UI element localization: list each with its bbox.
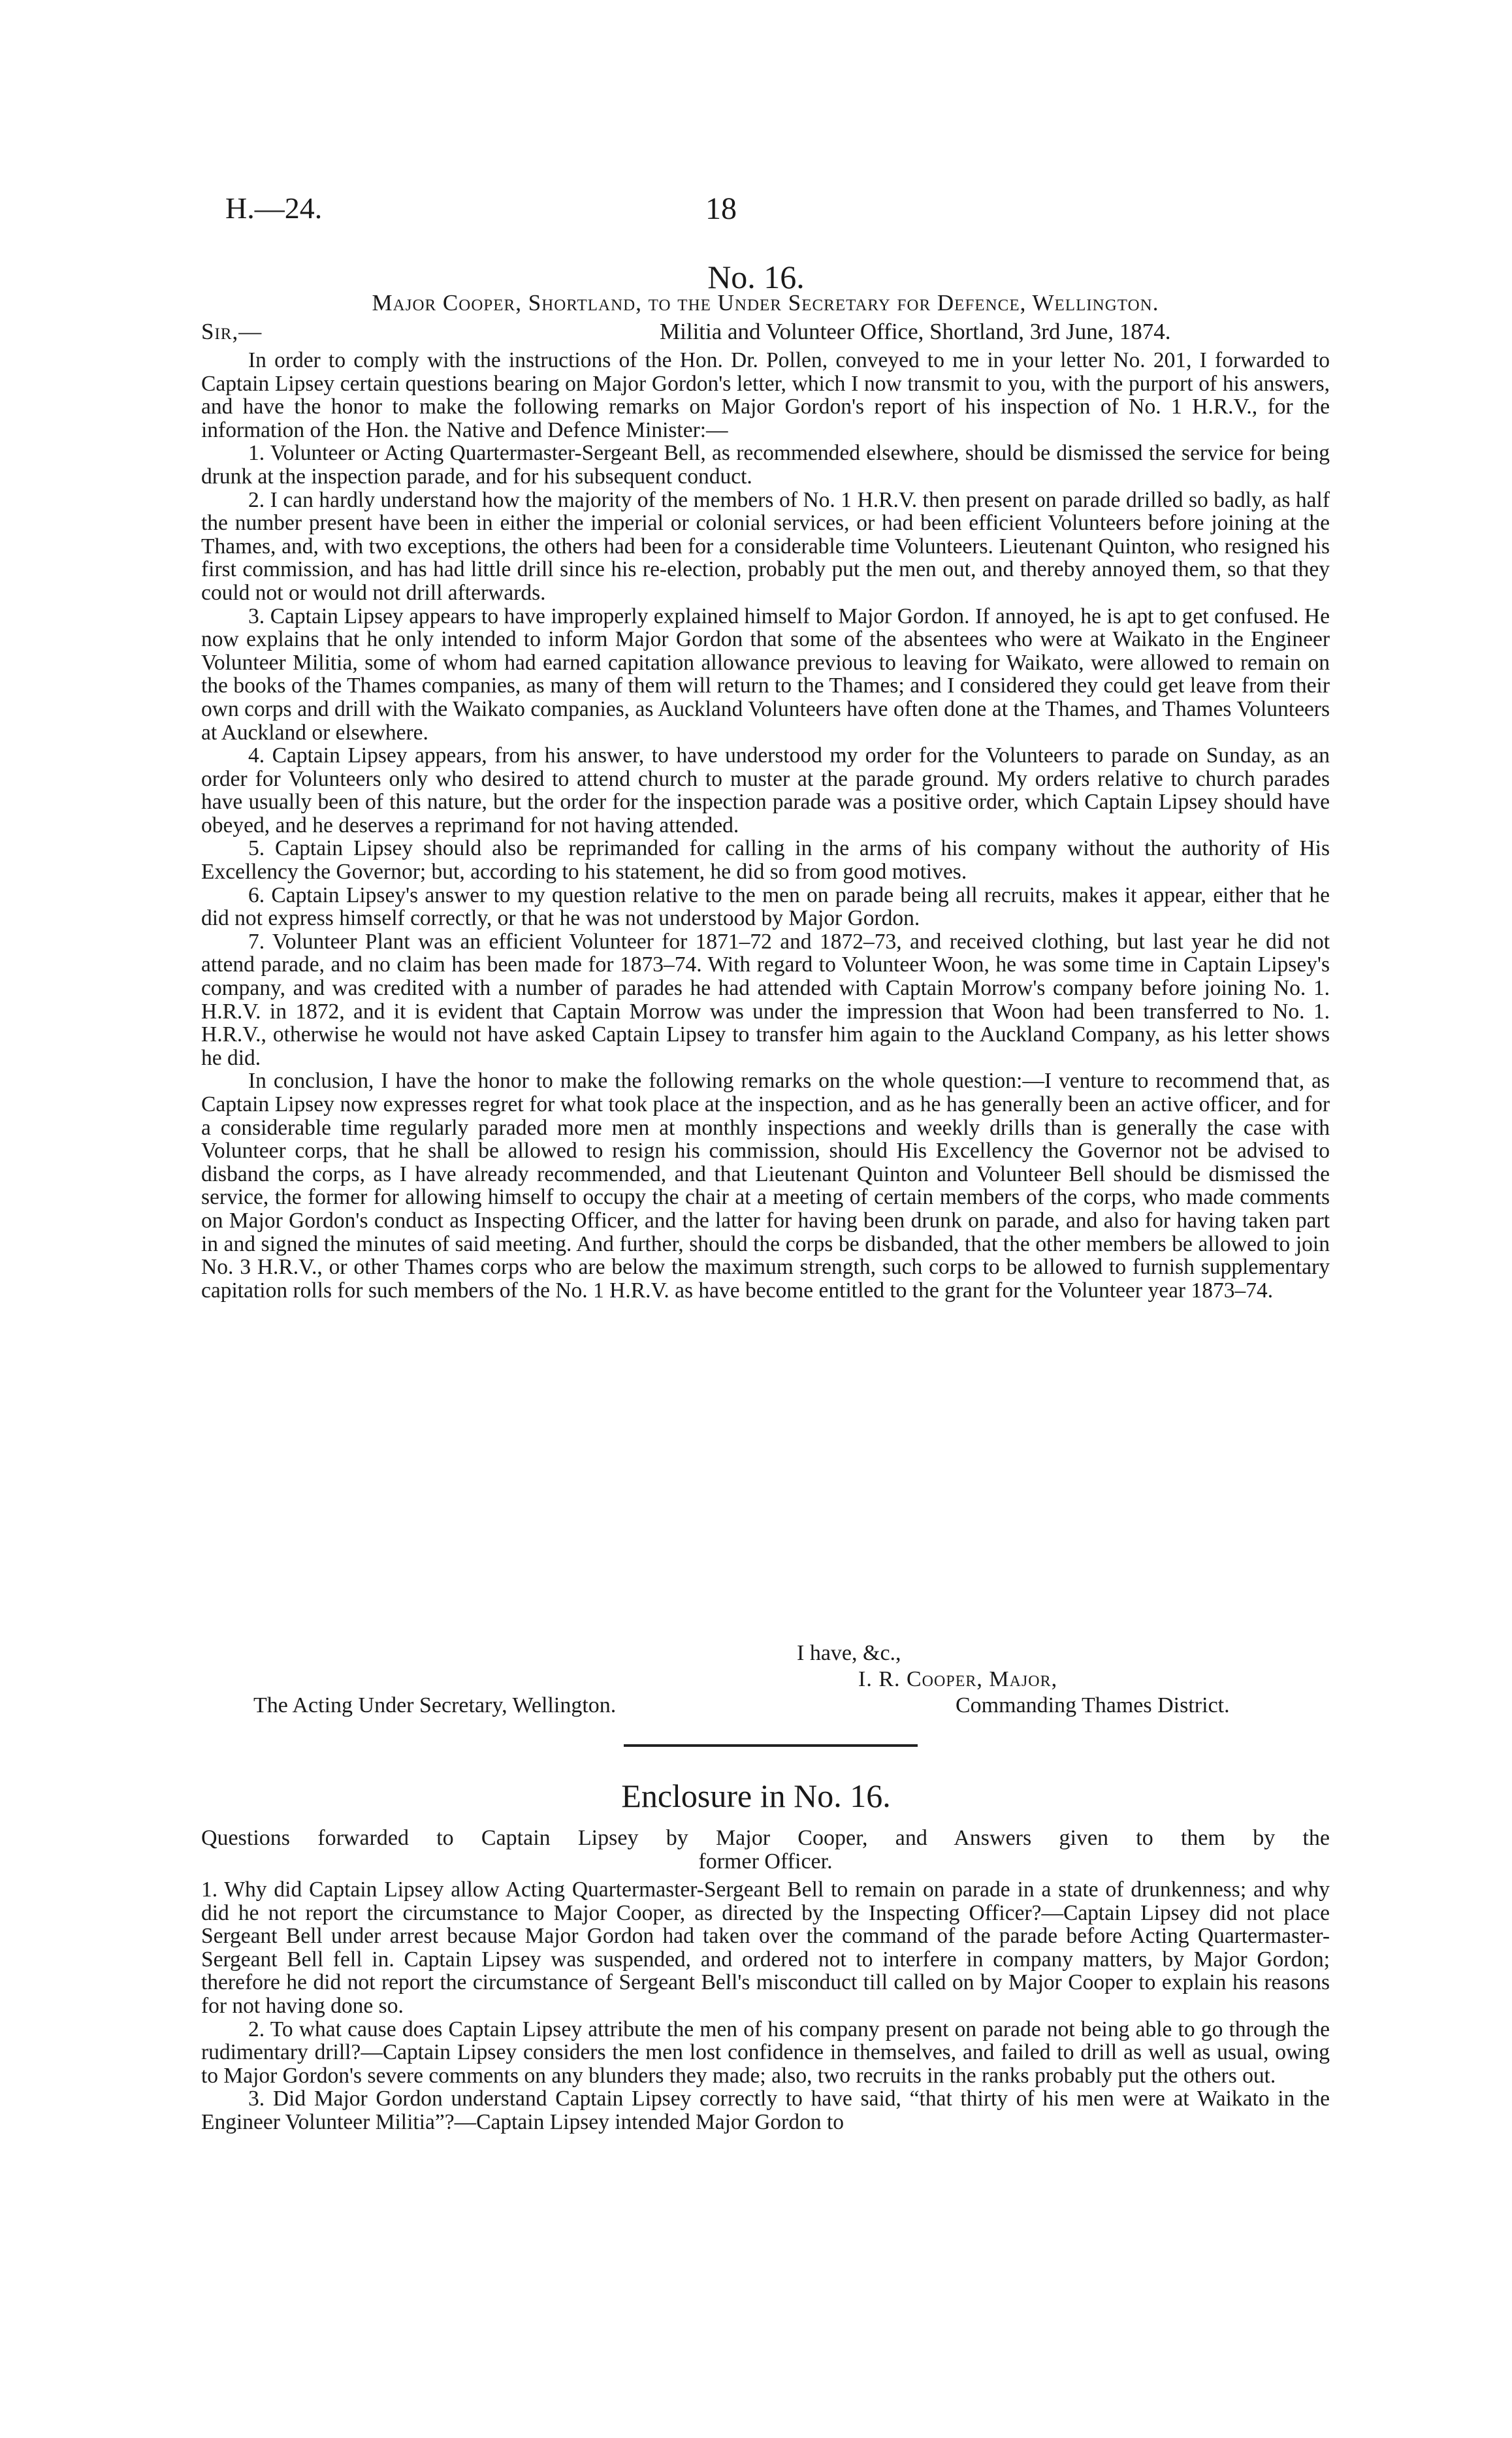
place-date: Militia and Volunteer Office, Shortland, 3rd June, 1874. (660, 319, 1171, 344)
enclosure-intro-line: Questions forwarded to Captain Lipsey by Major Cooper, and Answers given to them by the (201, 1826, 1330, 1850)
paragraph: 5. Captain Lipsey should also be reprimanded for calling in the arms of his company without the authority of His Excellency the Governor; but, according to his statement, he did so from good motives. (201, 836, 1330, 885)
paragraph: 6. Captain Lipsey's answer to my question relative to the men on parade being all recruits, makes it appear, either that he did not express himself correctly, or that he was not understood by Major Gordon. (201, 883, 1330, 931)
salutation-row (201, 319, 1330, 345)
paragraph: 4. Captain Lipsey appears, from his answer, to have understood my order for the Volunteers to parade on Sunday, as an order for Volunteers only who desired to attend church to muster at the parade ground. My orders relative to church parades have usually been of this nature, but the order for the inspection parade was a positive order, which Captain Lipsey should have obeyed, and he deserves a reprimand for not having attended. (201, 743, 1330, 837)
letter-number: No. 16. (707, 259, 805, 295)
section-divider (624, 1744, 918, 1747)
letter-body (201, 349, 1330, 1302)
signature-block (201, 1641, 1330, 1732)
signature: I. R. Cooper, Major, (858, 1667, 1058, 1691)
paragraph: 2. I can hardly understand how the majority of the members of No. 1 H.R.V. then present on parade drilled so badly, as half the number present have been in either the imperial or colonial services, or had been efficient Volunteers before joining at the Thames, and, with two exceptions, the others had been for a considerable time Volunteers. Lieutenant Quinton, who resigned his first commission, and has had little drill since his re-election, probably put the men out, and thereby annoyed them, so that they could not or would not drill afterwards. (201, 487, 1330, 605)
paragraph: 3. Captain Lipsey appears to have improperly explained himself to Major Gordon. If annoyed, he is apt to get confused. He now explains that he only intended to inform Major Gordon that some of the absentees who were at Waikato in the Engineer Volunteer Militia, some of whom had earned capitation allowance previous to leaving for Waikato, were allowed to remain on the books of the Thames companies, as many of them will return to the Thames; and I considered they could get leave from their own corps and drill with the Waikato companies, as Auckland Volunteers have often done at the Thames, and Thames Volunteers at Auckland or elsewhere. (201, 604, 1330, 745)
enclosure-body (201, 1878, 1330, 2134)
enclosure-intro-line: former Officer. (698, 1849, 833, 1874)
page-header (225, 191, 1323, 236)
document-reference: H.—24. (225, 191, 323, 225)
question-answer: 3. Did Major Gordon understand Captain Lipsey correctly to have said, “that thirty of his men were at Waikato in the Engineer Volunteer Militia”?—Captain Lipsey intended Major Gordon to (201, 2087, 1330, 2134)
paragraph: In order to comply with the instructions of the Hon. Dr. Pollen, conveyed to me in your letter No. 201, I forwarded to Captain Lipsey certain questions bearing on Major Gordon's letter, which I now transmit to you, with the purport of his answers, and have the honor to make the following remarks on Major Gordon's report of his inspection of No. 1 H.R.V., for the information of the Hon. the Native and Defence Minister:— (201, 348, 1330, 442)
enclosure-title: Enclosure in No. 16. (621, 1778, 891, 1814)
signatory-title: Commanding Thames District. (956, 1693, 1230, 1717)
closing: I have, &c., (797, 1641, 901, 1665)
letter-from-line: Major Cooper, Shortland, to the Under Secretary for Defence, Wellington. (372, 290, 1159, 316)
question-answer: 2. To what cause does Captain Lipsey attribute the men of his company present on parade not being able to go through the rudimentary drill?—Captain Lipsey considers the men lost confidence in themselves, and failed to drill as well as usual, owing to Major Gordon's severe comments on any blunders they made; also, two recruits in the ranks probably put the others out. (201, 2017, 1330, 2088)
paragraph: In conclusion, I have the honor to make the following remarks on the whole question:—I venture to recommend that, as Captain Lipsey now expresses regret for what took place at the inspection, and as he has generally been an active officer, and for a considerable time regularly paraded more men at monthly inspections and weekly drills than is generally the case with Volunteer corps, that he shall be allowed to resign his commission, should His Excellency the Governor not be advised to disband the corps, as I have already recommended, and that Lieutenant Quinton and Volunteer Bell should be dismissed the service, the former for allowing himself to occupy the chair at a meeting of certain members of the corps, who made comments on Major Gordon's conduct as Inspecting Officer, and the latter for having been drunk on parade, and also for having taken part in and signed the minutes of said meeting. And further, should the corps be disbanded, that the other members be allowed to join No. 3 H.R.V., or other Thames corps who are below the maximum strength, such corps to be allowed to furnish supplementary capitation rolls for such members of the No. 1 H.R.V. as have become entitled to the grant for the Volunteer year 1873–74. (201, 1069, 1330, 1303)
page-number: 18 (705, 191, 737, 226)
paragraph: 7. Volunteer Plant was an efficient Volunteer for 1871–72 and 1872–73, and received clothing, but last year he did not attend parade, and no claim has been made for 1873–74. With regard to Volunteer Woon, he was some time in Captain Lipsey's company, and was credited with a number of parades he had attended with Captain Morrow's company before joining No. 1. H.R.V. in 1872, and it is evident that Captain Morrow was under the impression that Woon had been transferred to No. 1. H.R.V., otherwise he would not have asked Captain Lipsey to transfer him again to the Auckland Company, as his letter shows he did. (201, 929, 1330, 1070)
salutation: Sir,— (201, 319, 263, 344)
enclosure-intro (201, 1827, 1330, 1874)
addressee: The Acting Under Secretary, Wellington. (253, 1693, 617, 1717)
paragraph: 1. Volunteer or Acting Quartermaster-Sergeant Bell, as recommended elsewhere, should be dismissed the service for being drunk at the inspection parade, and for his subsequent conduct. (201, 441, 1330, 489)
question-answer: 1. Why did Captain Lipsey allow Acting Quartermaster-Sergeant Bell to remain on parade in a state of drunkenness; and why did he not report the circumstance to Major Cooper, as directed by the Inspecting Officer?—Captain Lipsey did not place Sergeant Bell under arrest because Major Gordon had taken over the command of the parade before Acting Quartermaster-Sergeant Bell fell in. Captain Lipsey was suspended, and ordered not to interfere in company matters, by Major Gordon; therefore he did not report the circumstance of Sergeant Bell's misconduct till called on by Major Cooper to explain his reasons for not having done so. (201, 1877, 1330, 2018)
